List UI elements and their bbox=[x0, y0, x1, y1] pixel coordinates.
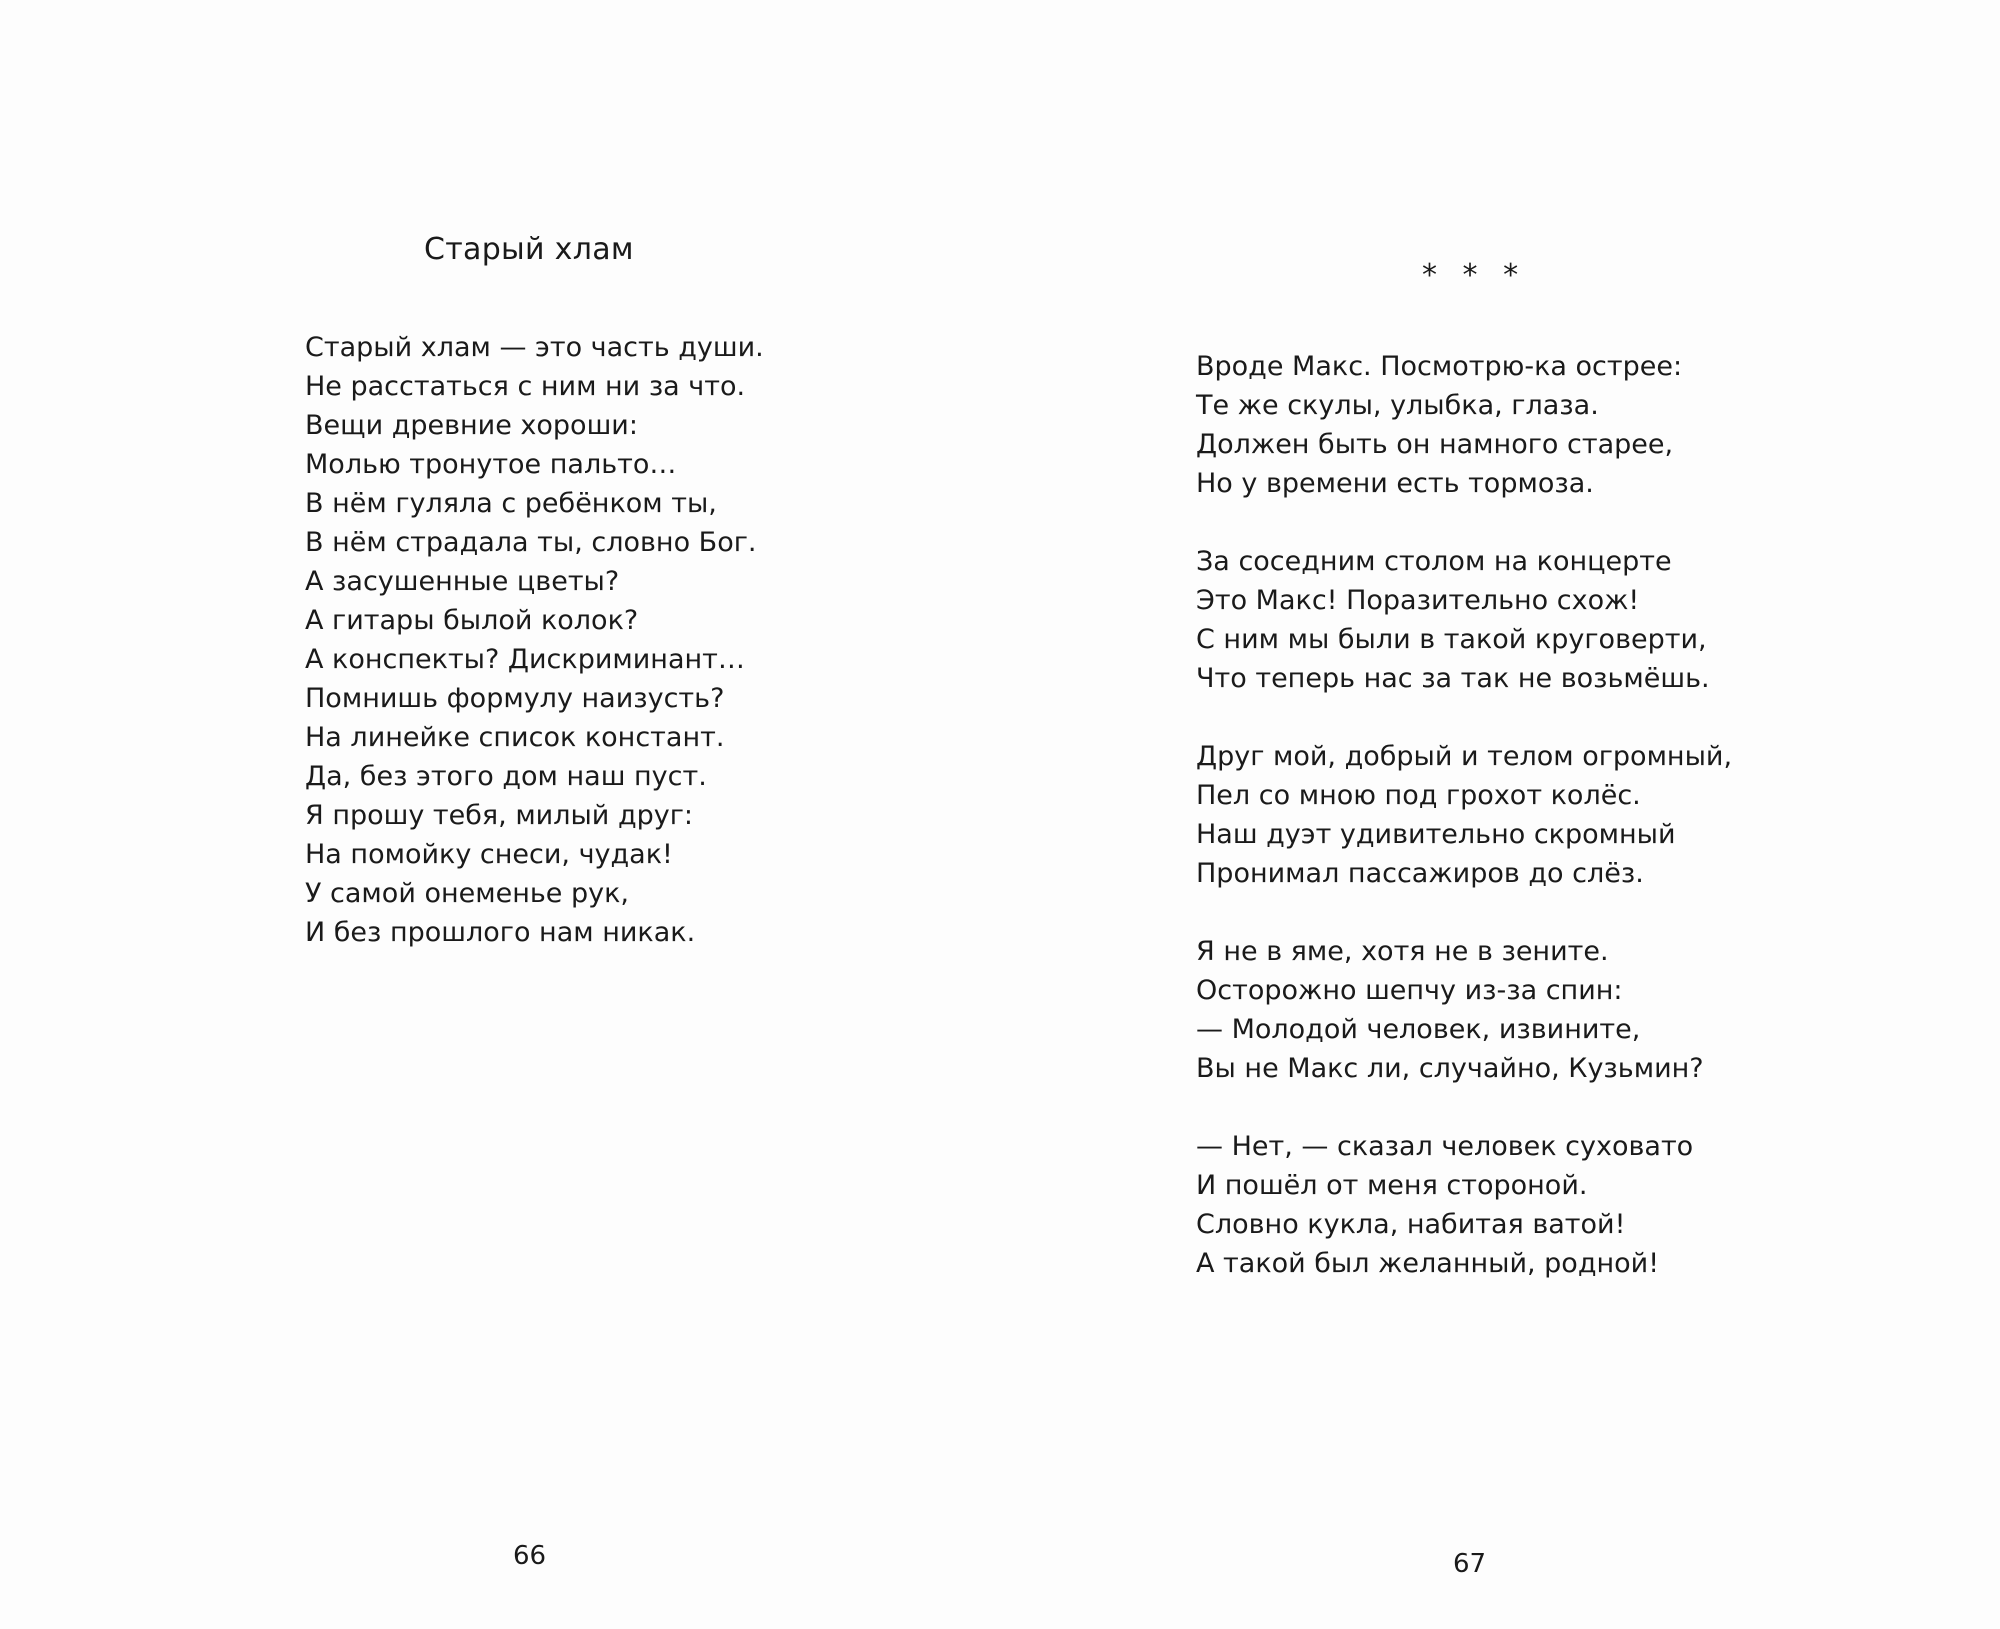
poem-line: И пошёл от меня стороной. bbox=[1196, 1170, 1588, 1201]
poem-line: На линейке список констант. bbox=[305, 722, 725, 753]
poem-line: Но у времени есть тормоза. bbox=[1196, 468, 1594, 499]
poem-line: — Нет, — сказал человек суховато bbox=[1196, 1131, 1694, 1162]
poem-line: Это Макс! Поразительно схож! bbox=[1196, 585, 1640, 616]
poem-line: С ним мы были в такой круговерти, bbox=[1196, 624, 1707, 655]
poem-line: Те же скулы, улыбка, глаза. bbox=[1196, 390, 1599, 421]
poem-line: Пел со мною под грохот колёс. bbox=[1196, 780, 1641, 811]
stanza bbox=[1196, 737, 1732, 893]
poem-line: Помнишь формулу наизусть? bbox=[305, 683, 725, 714]
page-number: 67 bbox=[1453, 1549, 1487, 1579]
poem-line: Не расстаться с ним ни за что. bbox=[305, 371, 746, 402]
poem-line: Что теперь нас за так не возьмёшь. bbox=[1196, 663, 1710, 694]
poem-line: А гитары былой колок? bbox=[305, 605, 639, 636]
poem-title: Старый хлам bbox=[424, 232, 634, 267]
poem-line: У самой онеменье рук, bbox=[305, 878, 629, 909]
poem-line: За соседним столом на концерте bbox=[1196, 546, 1672, 577]
poem-line: В нём гуляла с ребёнком ты, bbox=[305, 488, 717, 519]
poem-line: Я не в яме, хотя не в зените. bbox=[1196, 936, 1609, 967]
poem-line: А засушенные цветы? bbox=[305, 566, 620, 597]
poem-line: Должен быть он намного старее, bbox=[1196, 429, 1674, 460]
poem-line: А конспекты? Дискриминант… bbox=[305, 644, 745, 675]
poem-line: Пронимал пассажиров до слёз. bbox=[1196, 858, 1644, 889]
poem-line: Вроде Макс. Посмотрю-ка острее: bbox=[1196, 351, 1683, 382]
poem-line: На помойку снеси, чудак! bbox=[305, 839, 673, 870]
poem-line: Вещи древние хороши: bbox=[305, 410, 638, 441]
poem-line: Вы не Макс ли, случайно, Кузьмин? bbox=[1196, 1053, 1704, 1084]
stanza bbox=[1196, 542, 1732, 698]
poem-line: Старый хлам — это часть души. bbox=[305, 332, 764, 363]
stanza bbox=[1196, 347, 1732, 503]
poem-line: Наш дуэт удивительно скромный bbox=[1196, 819, 1676, 850]
stanza bbox=[1196, 932, 1732, 1088]
right-page bbox=[1000, 0, 2000, 1629]
poem-line: Я прошу тебя, милый друг: bbox=[305, 800, 694, 831]
poem-line: — Молодой человек, извините, bbox=[1196, 1014, 1641, 1045]
poem-line: В нём страдала ты, словно Бог. bbox=[305, 527, 757, 558]
poem-line: Да, без этого дом наш пуст. bbox=[305, 761, 707, 792]
poem-line: Друг мой, добрый и телом огромный, bbox=[1196, 741, 1733, 772]
asterism-title: * * * bbox=[1422, 258, 1527, 293]
stanza bbox=[1196, 1127, 1732, 1283]
poem-line: Словно кукла, набитая ватой! bbox=[1196, 1209, 1626, 1240]
page-number: 66 bbox=[513, 1541, 547, 1571]
poem-line: Молью тронутое пальто… bbox=[305, 449, 677, 480]
poem-line: И без прошлого нам никак. bbox=[305, 917, 696, 948]
poem-line: А такой был желанный, родной! bbox=[1196, 1248, 1660, 1279]
poem-body bbox=[1196, 347, 1732, 1283]
poem-body bbox=[305, 328, 764, 952]
poem-line: Осторожно шепчу из-за спин: bbox=[1196, 975, 1623, 1006]
